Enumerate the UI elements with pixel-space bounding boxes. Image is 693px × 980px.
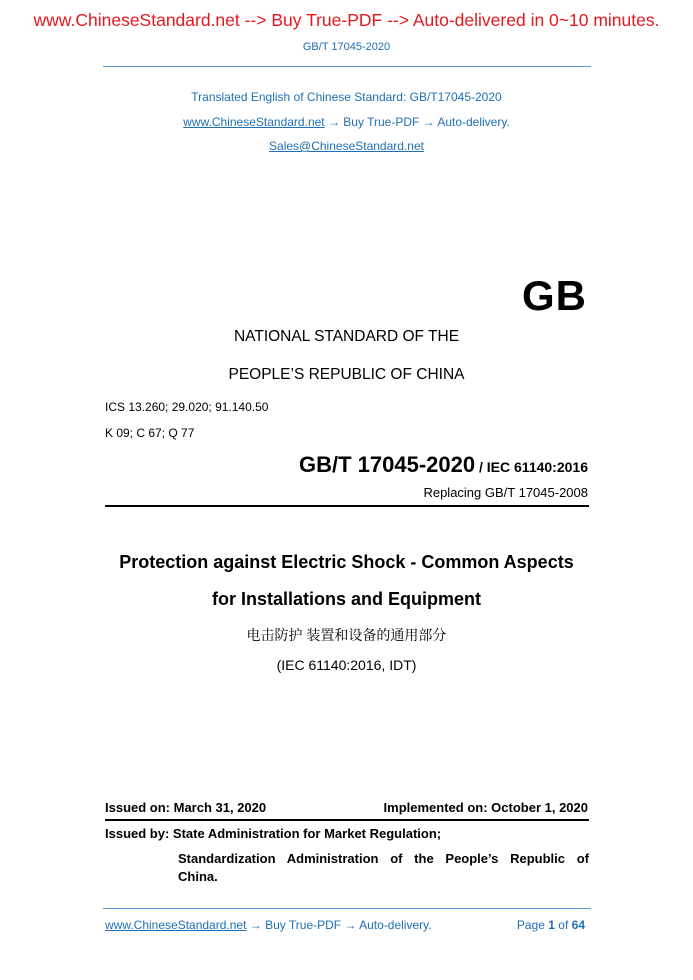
email-line: [0, 139, 693, 153]
page-label: Page: [516, 918, 549, 932]
idt-note: (IEC 61140:2016, IDT): [276, 657, 417, 673]
footer-divider: [103, 908, 591, 909]
replacing-note: Replacing GB/T 17045-2008: [423, 485, 588, 500]
footer: [105, 918, 590, 932]
translation-link-line: [0, 115, 693, 129]
issued-by-line3: China.: [178, 869, 218, 884]
footer-buy-text: → Buy True-PDF → Auto-delivery.: [246, 918, 432, 932]
issued-date: Issued on: March 31, 2020: [105, 800, 267, 815]
chinese-title: 电击防护 装置和设备的通用部分: [246, 627, 447, 643]
translation-line: Translated English of Chinese Standard: GB/T17045-2020: [191, 90, 502, 104]
gb-mark: GB: [522, 272, 587, 319]
gbt-number: GB/T 17045-2020: [299, 452, 476, 477]
site-link[interactable]: www.ChineseStandard.net: [183, 115, 325, 129]
page-of: of: [554, 918, 572, 932]
issued-by-line2: Standardization Administration of the People’s Republic of: [178, 851, 589, 866]
page-indicator: [517, 918, 585, 932]
dates-divider: [105, 819, 589, 821]
header-divider: [103, 66, 591, 67]
ics-codes: ICS 13.260; 29.020; 91.140.50: [105, 400, 269, 414]
issued-by: Issued by: State Administration for Market Regulation;: [105, 826, 442, 841]
standard-divider: [105, 505, 589, 507]
footer-site-link[interactable]: www.ChineseStandard.net: [105, 918, 247, 932]
national-standard-line1: NATIONAL STANDARD OF THE: [233, 328, 460, 345]
class-codes: K 09; C 67; Q 77: [105, 426, 195, 440]
buy-text: → Buy True-PDF → Auto-delivery.: [324, 115, 510, 129]
title-line1: Protection against Electric Shock - Common Aspects: [119, 552, 574, 572]
national-standard-line2: PEOPLE’S REPUBLIC OF CHINA: [228, 366, 465, 383]
header-code: GB/T 17045-2020: [302, 41, 391, 53]
separator: /: [475, 459, 487, 475]
iec-number: IEC 61140:2016: [486, 459, 588, 475]
standard-number: [299, 452, 588, 478]
email-link[interactable]: Sales@ChineseStandard.net: [269, 139, 424, 153]
title-line2: for Installations and Equipment: [211, 589, 481, 609]
page-number: 1: [548, 918, 555, 932]
page-total: 64: [571, 918, 585, 932]
top-banner[interactable]: www.ChineseStandard.net --> Buy True-PDF --> Auto-delivered in 0~10 minutes.: [33, 10, 660, 30]
implemented-date: Implemented on: October 1, 2020: [383, 800, 588, 815]
